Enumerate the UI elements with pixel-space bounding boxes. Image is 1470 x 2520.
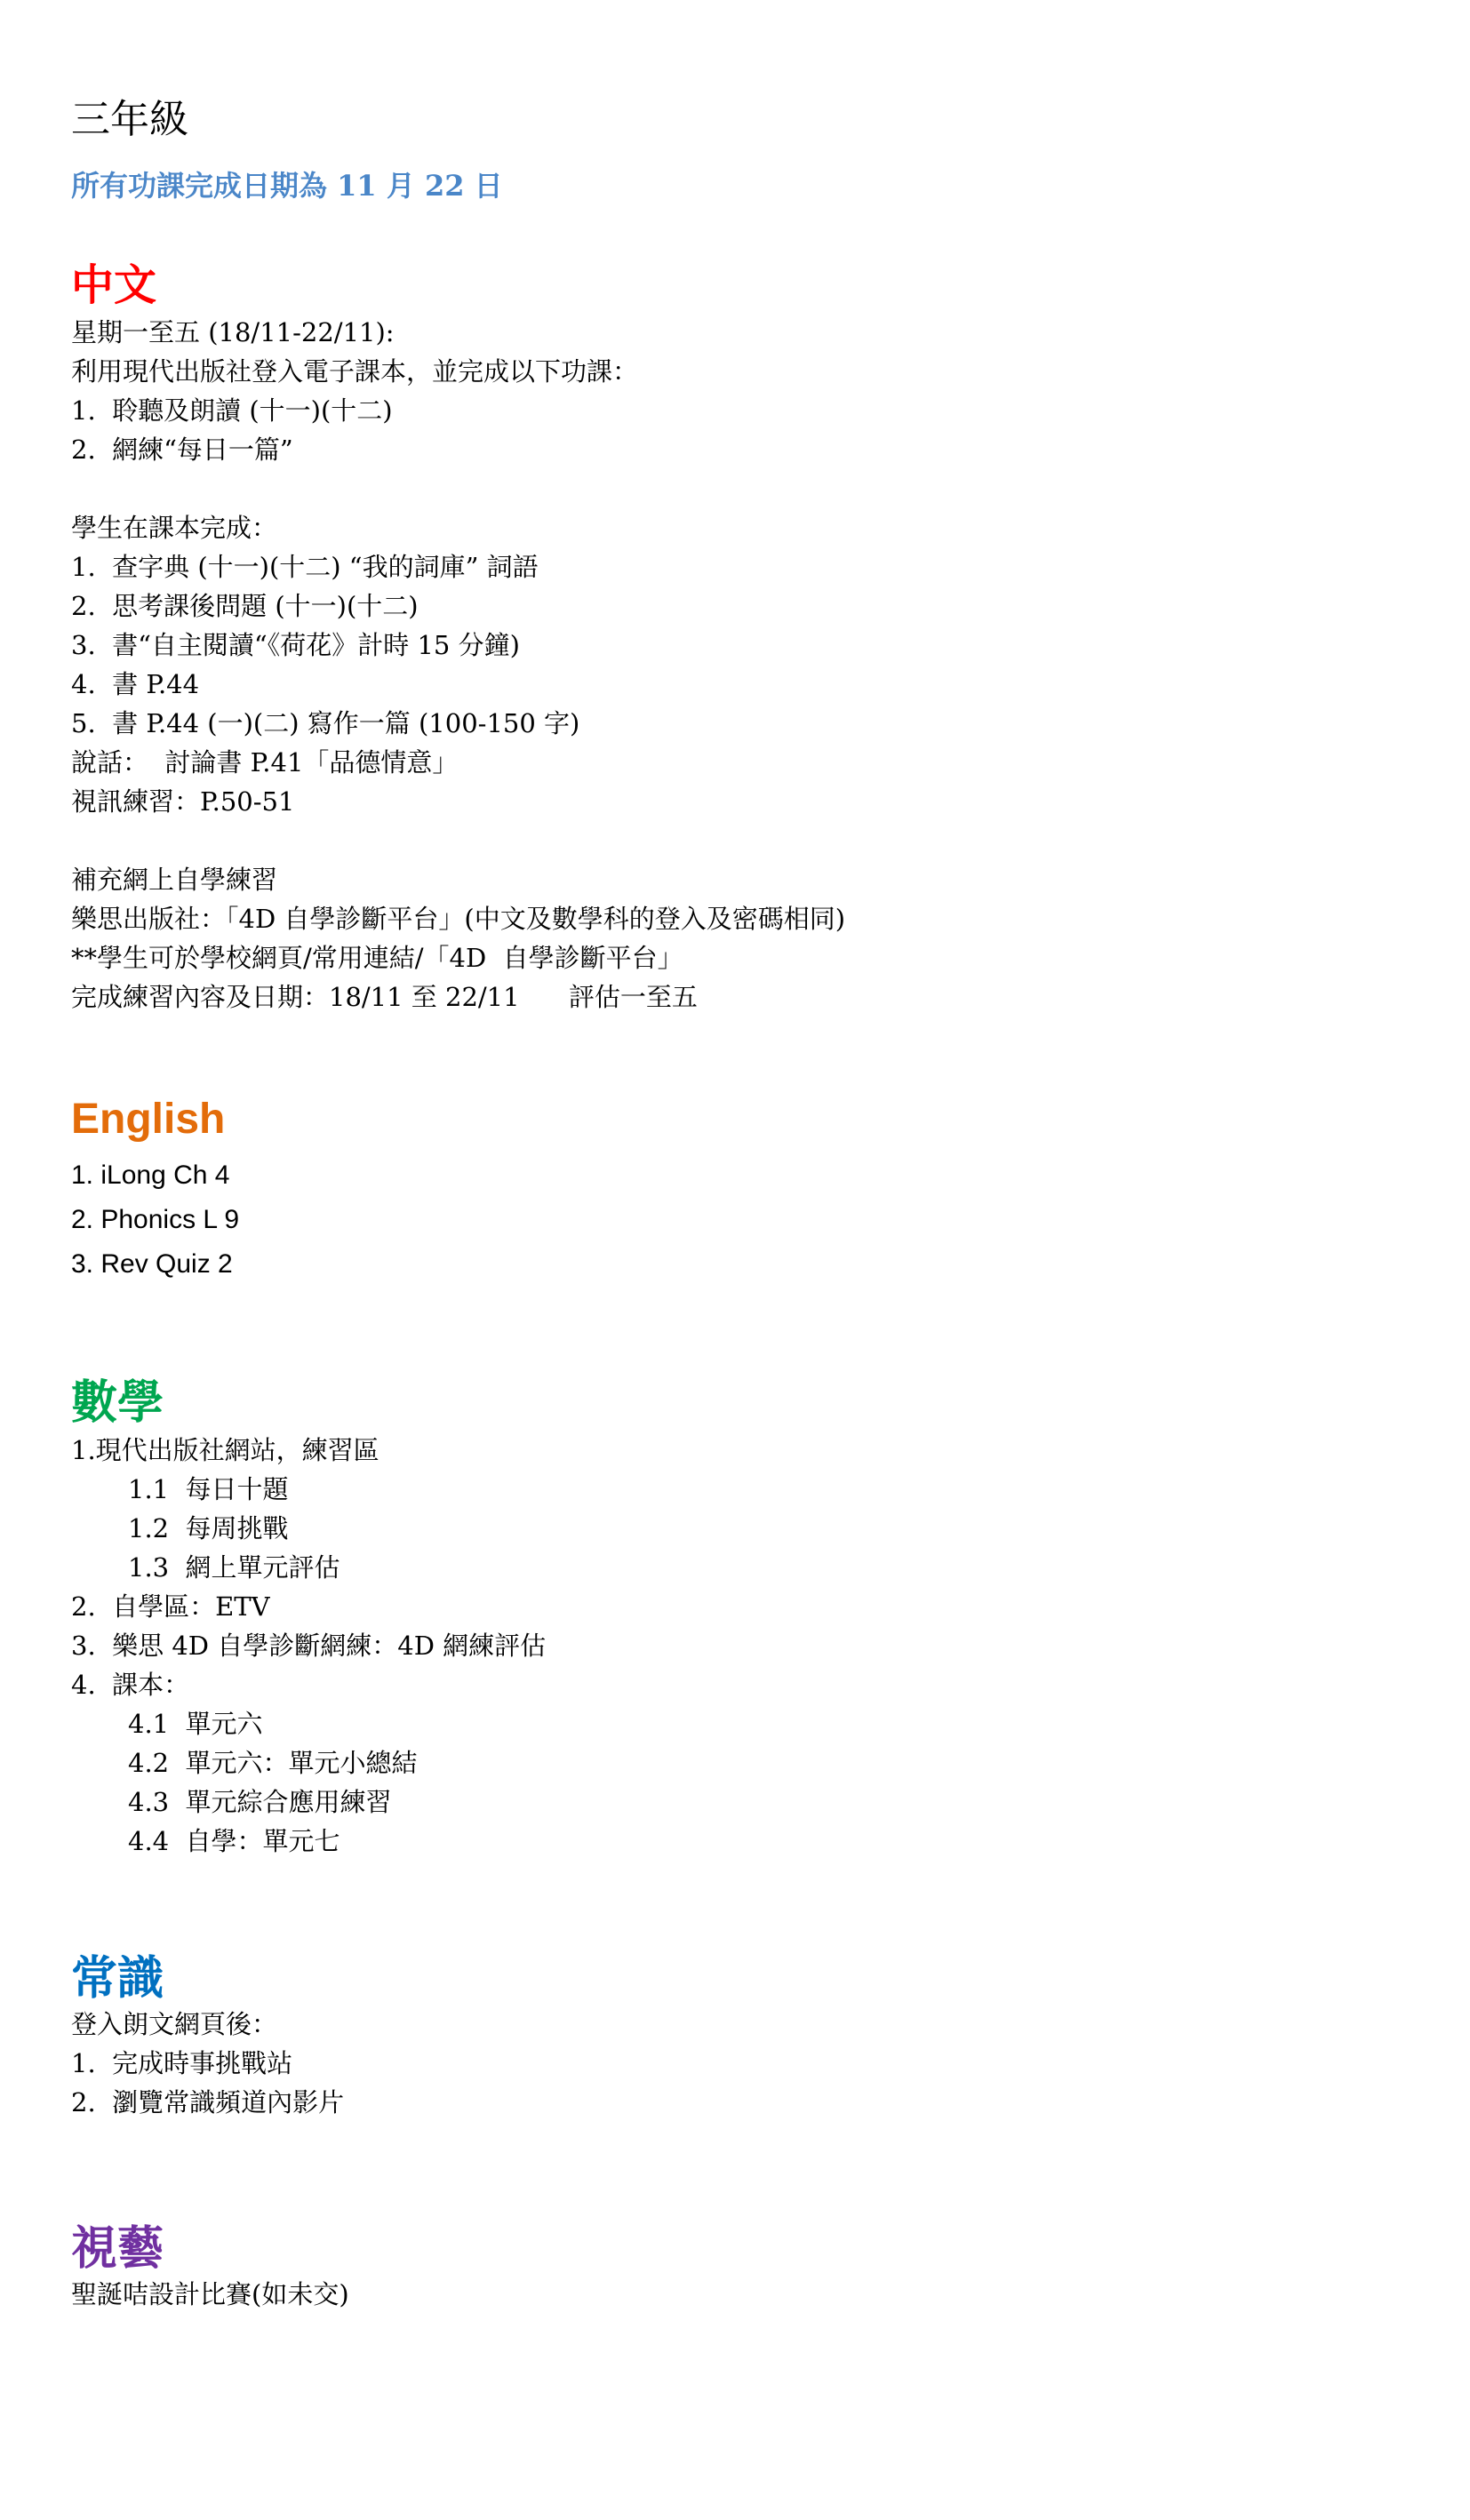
chinese-line: 4. 書 P.44 bbox=[71, 669, 200, 699]
math-heading: 數學 bbox=[71, 1376, 164, 1430]
chinese-line: 樂思出版社：「4D 自學診斷平台」(中文及數學科的登入及密碼相同) bbox=[71, 904, 846, 934]
math-subline: 1.2 每周挑戰 bbox=[128, 1513, 289, 1543]
document-page bbox=[71, 0, 1399, 2520]
chinese-line: 1. 查字典 (十一)(十二) “我的詞庫” 詞語 bbox=[71, 552, 539, 582]
english-line: 2. Phonics L 9 bbox=[71, 1205, 240, 1234]
visual-arts-section bbox=[71, 2275, 349, 2314]
math-subline: 1.1 每日十題 bbox=[128, 1474, 289, 1504]
math-subline: 4.4 自學：單元七 bbox=[128, 1826, 340, 1856]
chinese-line: 5. 書 P.44 (一)(二) 寫作一篇 (100-150 字) bbox=[71, 708, 580, 738]
general-studies-heading: 常識 bbox=[71, 1951, 164, 2006]
math-line: 4. 課本： bbox=[71, 1670, 190, 1700]
general-studies-line: 1. 完成時事挑戰站 bbox=[71, 2048, 293, 2078]
grade-title: 三年級 bbox=[71, 97, 188, 142]
chinese-line: 2. 網練“每日一篇” bbox=[71, 435, 293, 465]
chinese-line: 1. 聆聽及朗讀 (十一)(十二) bbox=[71, 395, 393, 426]
chinese-line: 星期一至五 (18/11-22/11): bbox=[71, 317, 395, 347]
math-line: 2. 自學區：ETV bbox=[71, 1591, 270, 1622]
chinese-line: 完成練習內容及日期：18/11 至 22/11 評估一至五 bbox=[71, 982, 698, 1012]
chinese-heading: 中文 bbox=[71, 260, 157, 310]
math-line: 3. 樂思 4D 自學診斷網練：4D 網練評估 bbox=[71, 1631, 547, 1661]
chinese-section bbox=[71, 313, 845, 1017]
general-studies-line: 登入朗文網頁後： bbox=[71, 2009, 278, 2039]
chinese-line: 學生在課本完成： bbox=[71, 513, 278, 543]
visual-arts-heading: 視藝 bbox=[71, 2221, 164, 2276]
chinese-line: 視訊練習：P.50-51 bbox=[71, 786, 295, 817]
chinese-line bbox=[71, 821, 845, 860]
english-heading: English bbox=[71, 1096, 226, 1143]
math-subline: 4.2 單元六：單元小總結 bbox=[128, 1748, 418, 1778]
general-studies-section bbox=[71, 2005, 344, 2122]
chinese-line: 說話： 討論書 P.41「品德情意」 bbox=[71, 747, 459, 778]
english-section bbox=[71, 1153, 239, 1287]
deadline-notice: 所有功課完成日期為 11 月 22 日 bbox=[71, 169, 503, 203]
general-studies-line: 2. 瀏覽常識頻道內影片 bbox=[71, 2087, 345, 2117]
chinese-line: 利用現代出版社登入電子課本，並完成以下功課： bbox=[71, 356, 639, 387]
visual-arts-line: 聖誕咭設計比賽(如未交) bbox=[71, 2279, 349, 2309]
chinese-line: 2. 思考課後問題 (十一)(十二) bbox=[71, 591, 419, 621]
english-line: 1. iLong Ch 4 bbox=[71, 1160, 230, 1190]
english-line: 3. Rev Quiz 2 bbox=[71, 1249, 233, 1279]
math-subline: 4.1 單元六 bbox=[128, 1709, 263, 1739]
chinese-line: **學生可於學校網頁/常用連結/「4D 自學診斷平台」 bbox=[71, 943, 683, 973]
math-line: 1.現代出版社網站，練習區 bbox=[71, 1435, 379, 1465]
chinese-line bbox=[71, 469, 845, 508]
math-subline: 1.3 網上單元評估 bbox=[128, 1552, 340, 1583]
math-section bbox=[71, 1431, 546, 1861]
math-subline: 4.3 單元綜合應用練習 bbox=[128, 1787, 392, 1817]
chinese-line: 3. 書“自主閱讀“《荷花》計時 15 分鐘) bbox=[71, 630, 520, 660]
chinese-line: 補充網上自學練習 bbox=[71, 865, 278, 895]
